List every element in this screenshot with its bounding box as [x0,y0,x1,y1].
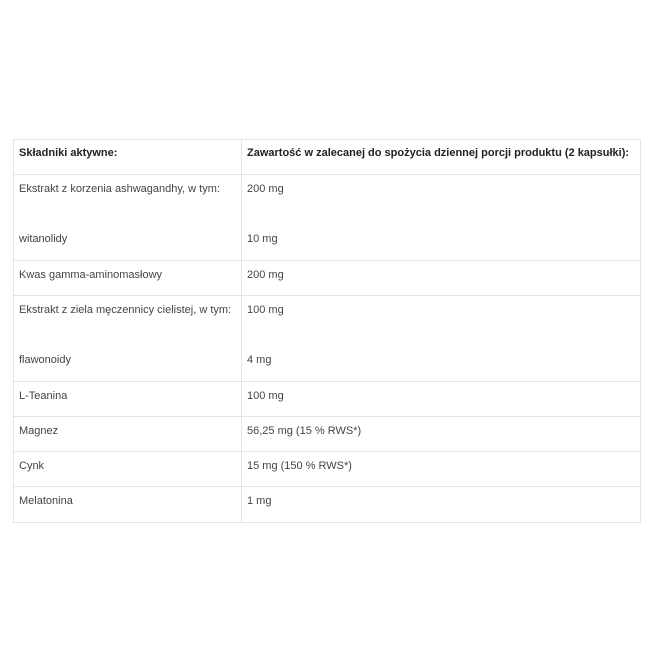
ingredients-table [13,139,641,523]
ingredient-amount: 56,25 mg (15 % RWS*) [242,417,641,452]
ingredient-name: Cynk [14,452,242,487]
ingredient-amount: 200 mg [242,261,641,296]
table-row [14,382,641,417]
sub-ingredient-amount: 4 mg [247,354,272,366]
table-row [14,487,641,523]
ingredient-name: Ekstrakt z korzenia ashwagandhy, w tym: [19,183,220,195]
ingredient-name: Melatonina [14,487,242,523]
table-row [14,417,641,452]
table-row [14,296,641,382]
ingredient-name: Magnez [14,417,242,452]
amount-cell [242,296,641,382]
ingredient-name: Kwas gamma-aminomasłowy [14,261,242,296]
ingredient-name: L-Teanina [14,382,242,417]
table-row [14,261,641,296]
ingredient-amount: 1 mg [242,487,641,523]
sub-ingredient-amount: 10 mg [247,233,278,245]
ingredient-cell [14,175,242,261]
header-daily-content: Zawartość w zalecanej do spożycia dziennej porcji produktu (2 kapsułki): [242,140,641,175]
ingredient-amount: 15 mg (150 % RWS*) [242,452,641,487]
table-row [14,175,641,261]
header-active-ingredients: Składniki aktywne: [14,140,242,175]
sub-ingredient-name: flawonoidy [19,354,71,366]
sub-ingredient-name: witanolidy [19,233,68,245]
ingredient-amount: 100 mg [242,382,641,417]
table-row [14,452,641,487]
amount-cell [242,175,641,261]
ingredient-amount: 100 mg [247,304,284,316]
ingredient-name: Ekstrakt z ziela męczennicy cielistej, w tym: [19,304,232,316]
ingredient-amount: 200 mg [247,183,284,195]
table-header-row [14,140,641,175]
ingredient-cell [14,296,242,382]
